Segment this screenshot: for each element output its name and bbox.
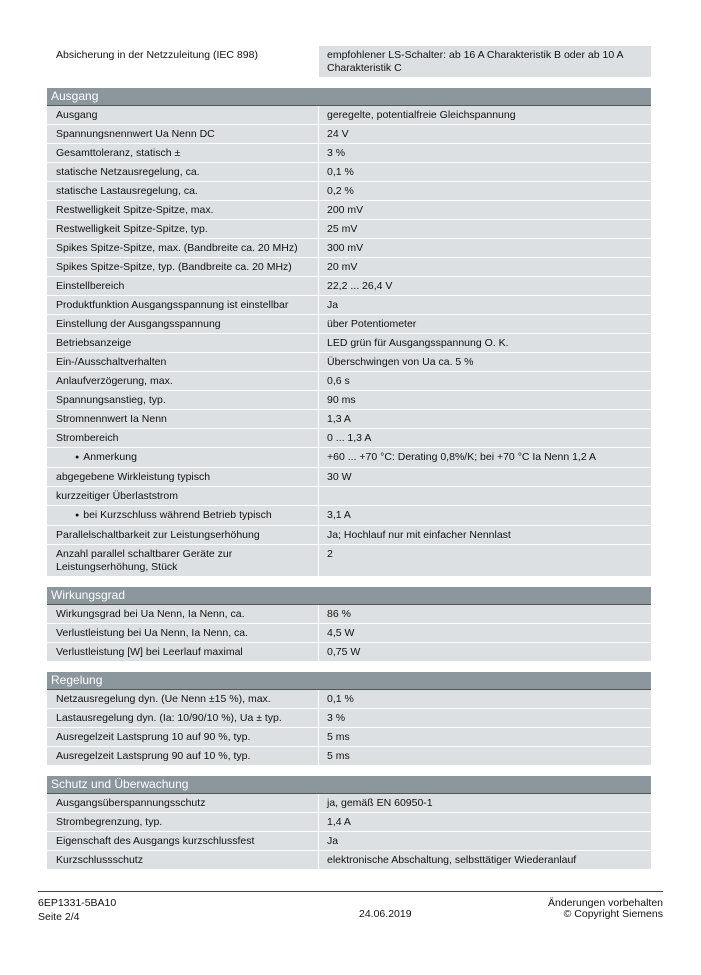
- table-row: [47, 410, 651, 429]
- section-header: Ausgang: [47, 88, 651, 106]
- row-label: Strombereich: [47, 429, 319, 447]
- row-label: abgegebene Wirkleistung typisch: [47, 468, 319, 486]
- table-row: [47, 468, 651, 487]
- table-row: [47, 429, 651, 448]
- row-label: Restwelligkeit Spitze-Spitze, typ.: [47, 220, 319, 238]
- table-row: [47, 690, 651, 709]
- table-row: [47, 239, 651, 258]
- row-value: 20 mV: [319, 258, 651, 276]
- row-value: 3 %: [319, 709, 651, 727]
- table-row: [47, 487, 651, 506]
- row-value: 0,2 %: [319, 182, 651, 200]
- row-value: über Potentiometer: [319, 315, 651, 333]
- footer-copyright: © Copyright Siemens: [563, 908, 663, 920]
- row-label: Absicherung in der Netzzuleitung (IEC 898): [47, 46, 319, 77]
- row-label: Ausgangsüberspannungsschutz: [47, 794, 319, 812]
- row-label: Spikes Spitze-Spitze, max. (Bandbreite ca. 20 MHz): [47, 239, 319, 257]
- row-value: 4,5 W: [319, 624, 651, 642]
- table-row: [47, 220, 651, 239]
- row-label: statische Netzausregelung, ca.: [47, 163, 319, 181]
- row-value: 5 ms: [319, 747, 651, 765]
- section-header: Regelung: [47, 672, 651, 690]
- row-value: elektronische Abschaltung, selbsttätiger Wiederanlauf: [319, 851, 651, 869]
- table-row: [47, 605, 651, 624]
- table-row: [47, 545, 651, 577]
- row-value: 0,1 %: [319, 690, 651, 708]
- row-value: 0,75 W: [319, 643, 651, 661]
- row-value: 5 ms: [319, 728, 651, 746]
- table-row: [47, 832, 651, 851]
- row-value: 200 mV: [319, 201, 651, 219]
- row-value: geregelte, potentialfreie Gleichspannung: [319, 106, 651, 124]
- row-label: Ausregelzeit Lastsprung 90 auf 10 %, typ.: [47, 747, 319, 765]
- row-value: 25 mV: [319, 220, 651, 238]
- table-row: [47, 277, 651, 296]
- footer-page-number: Seite 2/4: [38, 911, 80, 923]
- row-label: kurzzeitiger Überlaststrom: [47, 487, 319, 505]
- row-label: Netzausregelung dyn. (Ue Nenn ±15 %), max.: [47, 690, 319, 708]
- row-label: Spannungsanstieg, typ.: [47, 391, 319, 409]
- table-row: [47, 709, 651, 728]
- table-row: [47, 296, 651, 315]
- table-row: [47, 258, 651, 277]
- row-value: empfohlener LS-Schalter: ab 16 A Charakteristik B oder ab 10 A Charakteristik C: [319, 46, 651, 77]
- row-label: Strombegrenzung, typ.: [47, 813, 319, 831]
- section-header: Schutz und Überwachung: [47, 776, 651, 794]
- row-value: 30 W: [319, 468, 651, 486]
- row-label: Parallelschaltbarkeit zur Leistungserhöhung: [47, 526, 319, 544]
- table-row: [47, 334, 651, 353]
- row-label: ● bei Kurzschluss während Betrieb typisch: [47, 506, 319, 525]
- table-row: [47, 526, 651, 545]
- table-row: [47, 201, 651, 220]
- row-value: LED grün für Ausgangsspannung O. K.: [319, 334, 651, 352]
- table-row: [47, 643, 651, 662]
- row-label: Lastausregelung dyn. (Ia: 10/90/10 %), Ua ± typ.: [47, 709, 319, 727]
- row-value: Ja: [319, 296, 651, 314]
- row-value: 86 %: [319, 605, 651, 623]
- footer-notice: Änderungen vorbehalten: [547, 897, 663, 909]
- row-label: Verlustleistung [W] bei Leerlauf maximal: [47, 643, 319, 661]
- row-label: Betriebsanzeige: [47, 334, 319, 352]
- row-label: Verlustleistung bei Ua Nenn, Ia Nenn, ca.: [47, 624, 319, 642]
- table-row: [47, 182, 651, 201]
- row-label: Spannungsnennwert Ua Nenn DC: [47, 125, 319, 143]
- row-value: 300 mV: [319, 239, 651, 257]
- row-value: Ja; Hochlauf nur mit einfacher Nennlast: [319, 526, 651, 544]
- row-label: Restwelligkeit Spitze-Spitze, max.: [47, 201, 319, 219]
- table-row: [47, 46, 651, 78]
- row-value: 3,1 A: [319, 506, 651, 525]
- footer-divider: [38, 891, 663, 892]
- table-row: [47, 106, 651, 125]
- datasheet-table: [47, 46, 651, 870]
- row-value: 0 ... 1,3 A: [319, 429, 651, 447]
- row-value: Überschwingen von Ua ca. 5 %: [319, 353, 651, 371]
- row-label: Anzahl parallel schaltbarer Geräte zur Leistungserhöhung, Stück: [47, 545, 319, 576]
- section-header: Wirkungsgrad: [47, 587, 651, 605]
- row-label: Ausgang: [47, 106, 319, 124]
- table-row: [47, 506, 651, 526]
- table-row: [47, 372, 651, 391]
- row-value: ja, gemäß EN 60950-1: [319, 794, 651, 812]
- table-row: [47, 391, 651, 410]
- table-row: [47, 163, 651, 182]
- table-row: [47, 448, 651, 468]
- row-label: Anlaufverzögerung, max.: [47, 372, 319, 390]
- footer-date: 24.06.2019: [359, 908, 412, 920]
- table-row: [47, 624, 651, 643]
- row-value: 22,2 ... 26,4 V: [319, 277, 651, 295]
- row-label: Einstellung der Ausgangsspannung: [47, 315, 319, 333]
- row-label: ● Anmerkung: [47, 448, 319, 467]
- row-value: 24 V: [319, 125, 651, 143]
- table-row: [47, 813, 651, 832]
- table-row: [47, 794, 651, 813]
- table-row: [47, 728, 651, 747]
- row-value: 1,3 A: [319, 410, 651, 428]
- row-label: statische Lastausregelung, ca.: [47, 182, 319, 200]
- row-value: 3 %: [319, 144, 651, 162]
- row-value: Ja: [319, 832, 651, 850]
- row-label: Ausregelzeit Lastsprung 10 auf 90 %, typ.: [47, 728, 319, 746]
- table-row: [47, 851, 651, 870]
- sections: [47, 88, 651, 870]
- table-row: [47, 353, 651, 372]
- row-label: Gesamttoleranz, statisch ±: [47, 144, 319, 162]
- row-label: Stromnennwert Ia Nenn: [47, 410, 319, 428]
- row-label: Produktfunktion Ausgangsspannung ist einstellbar: [47, 296, 319, 314]
- row-value: 0,1 %: [319, 163, 651, 181]
- table-row: [47, 747, 651, 766]
- row-value: 90 ms: [319, 391, 651, 409]
- table-row: [47, 315, 651, 334]
- row-value: 1,4 A: [319, 813, 651, 831]
- footer-product-number: 6EP1331-5BA10: [38, 897, 117, 909]
- table-row: [47, 144, 651, 163]
- row-label: Spikes Spitze-Spitze, typ. (Bandbreite ca. 20 MHz): [47, 258, 319, 276]
- row-value: 2: [319, 545, 651, 576]
- table-row: [47, 125, 651, 144]
- row-label: Einstellbereich: [47, 277, 319, 295]
- row-label: Ein-/Ausschaltverhalten: [47, 353, 319, 371]
- row-label: Wirkungsgrad bei Ua Nenn, Ia Nenn, ca.: [47, 605, 319, 623]
- row-value: [319, 487, 651, 505]
- row-value: 0,6 s: [319, 372, 651, 390]
- row-value: +60 ... +70 °C: Derating 0,8%/K; bei +70 °C Ia Nenn 1,2 A: [319, 448, 651, 467]
- row-label: Eigenschaft des Ausgangs kurzschlussfest: [47, 832, 319, 850]
- row-label: Kurzschlussschutz: [47, 851, 319, 869]
